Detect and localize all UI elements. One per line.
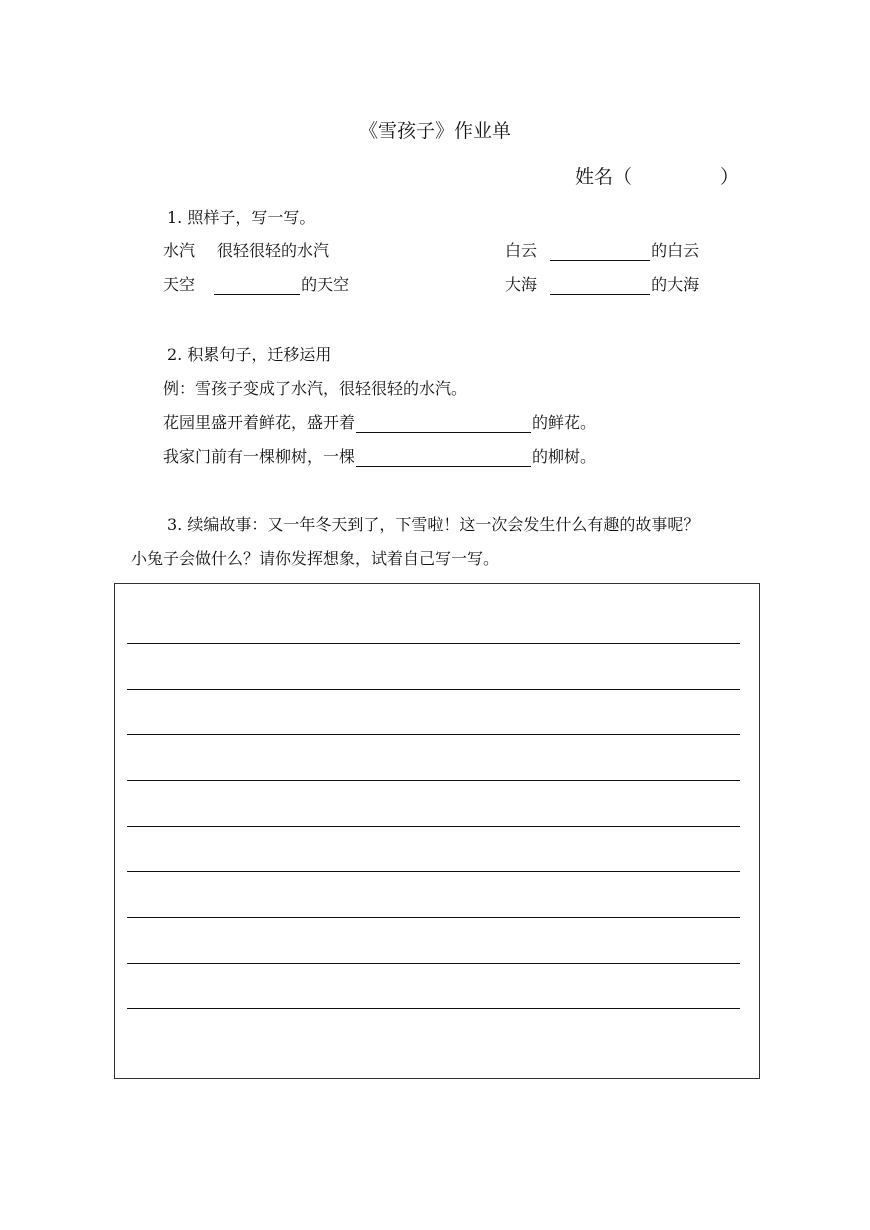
q1-heading: 1. 照样子，写一写。: [167, 208, 316, 227]
writing-line[interactable]: [127, 643, 740, 644]
name-close-paren: ）: [720, 166, 740, 188]
q1-fill-blank[interactable]: [214, 278, 300, 295]
q2-s2-prefix: 我家门前有一棵柳树，一棵: [163, 447, 356, 466]
q2-s1-suffix: 的鲜花。: [532, 413, 597, 432]
q2-s2-blank[interactable]: [356, 450, 531, 467]
writing-line[interactable]: [127, 826, 740, 827]
writing-line[interactable]: [127, 780, 740, 781]
q1-item-label: 白云: [505, 241, 538, 260]
q1-item-label: 大海: [505, 275, 538, 294]
writing-line[interactable]: [127, 734, 740, 735]
q1-item-suffix: 的白云: [651, 241, 700, 260]
q1-item-word: [163, 272, 349, 295]
q1-fill-blank[interactable]: [550, 244, 650, 261]
q1-item-suffix: 的大海: [651, 275, 700, 294]
writing-box[interactable]: [114, 583, 760, 1079]
q1-fill-blank[interactable]: [550, 278, 650, 295]
q2-heading: 2. 积累句子，迁移运用: [167, 345, 332, 364]
q2-s1-blank[interactable]: [356, 416, 531, 433]
q2-sentence-2: [163, 444, 596, 467]
q3-prompt-line-2: 小兔子会做什么？请你发挥想象，试着自己写一写。: [131, 549, 500, 568]
q2-s1-prefix: 花园里盛开着鲜花，盛开着: [163, 413, 356, 432]
q1-item-suffix: 的天空: [301, 275, 350, 294]
q3-prompt-line-1: 3. 续编故事：又一年冬天到了，下雪啦！这一次会发生什么有趣的故事呢？: [167, 515, 700, 534]
q1-example-word: 水汽: [163, 241, 196, 260]
writing-line[interactable]: [127, 871, 740, 872]
q1-example-phrase: 很轻很轻的水汽: [217, 241, 330, 260]
worksheet-title: 《雪孩子》作业单: [358, 120, 511, 142]
q2-example: 例：雪孩子变成了水汽，很轻很轻的水汽。: [163, 379, 468, 398]
q1-item-label: 天空: [163, 275, 196, 294]
writing-line[interactable]: [127, 689, 740, 690]
q1-item-word: [505, 238, 699, 261]
name-label: 姓名（: [575, 166, 633, 188]
writing-line[interactable]: [127, 963, 740, 964]
q2-s2-suffix: 的柳树。: [532, 447, 597, 466]
writing-line[interactable]: [127, 1008, 740, 1009]
q2-sentence-1: [163, 410, 596, 433]
q1-item-word: [505, 272, 699, 295]
writing-line[interactable]: [127, 917, 740, 918]
